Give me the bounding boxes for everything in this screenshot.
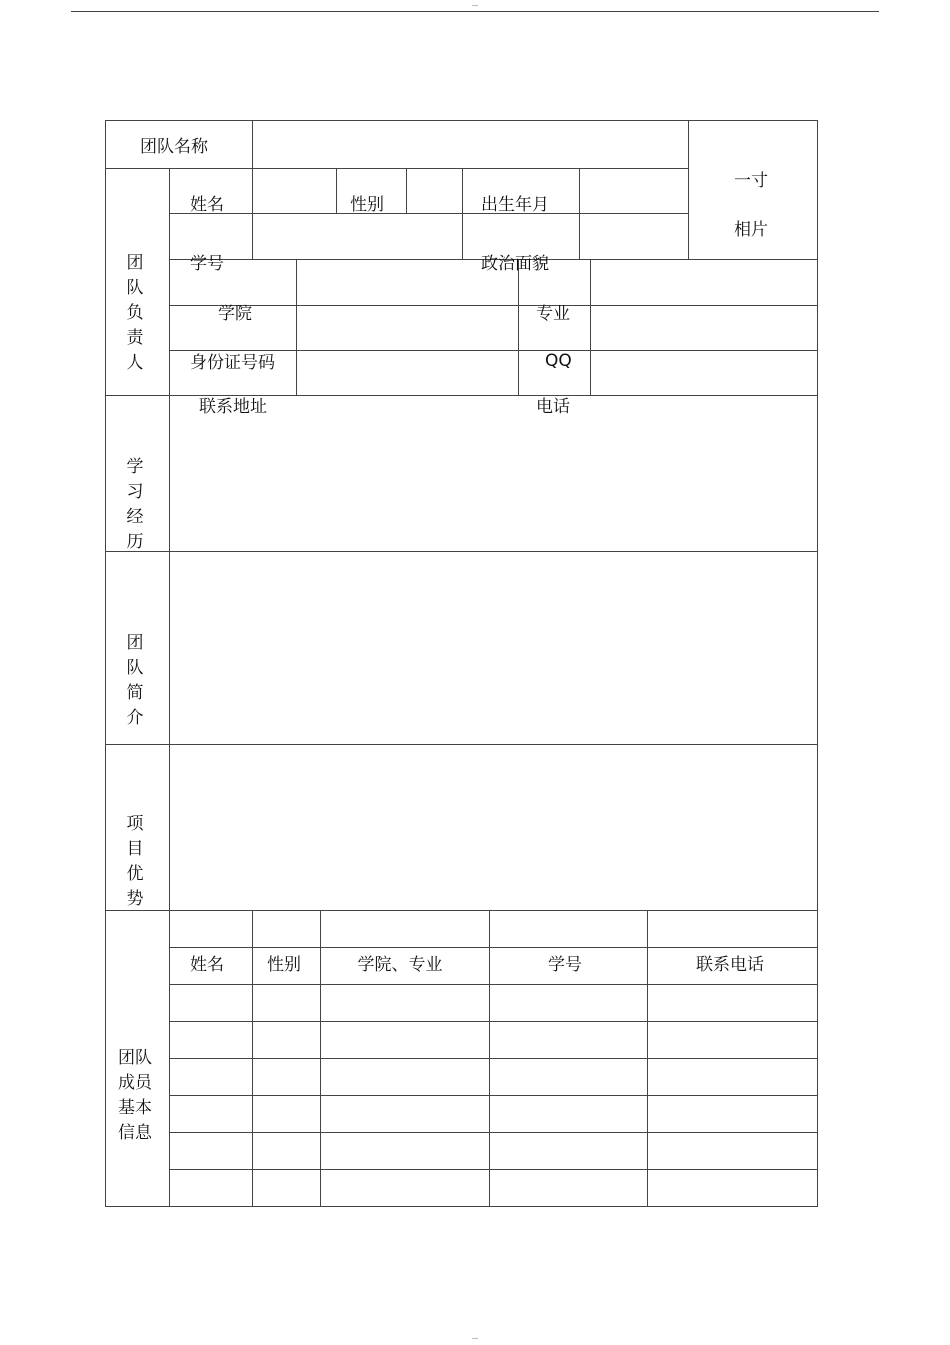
members-section-label-line4: 信息 xyxy=(118,1123,152,1143)
table-border-top xyxy=(105,120,818,121)
table-rule xyxy=(169,947,818,948)
members-header-college-major: 学院、专业 xyxy=(357,955,443,975)
table-rule xyxy=(579,168,580,260)
table-rule xyxy=(169,1169,818,1170)
leader-gender-label: 性别 xyxy=(350,195,384,215)
table-rule xyxy=(169,984,818,985)
table-border-bottom xyxy=(105,1206,818,1207)
photo-label-line2: 相片 xyxy=(734,220,768,240)
members-header-name: 姓名 xyxy=(190,955,224,975)
photo-label-line1: 一寸 xyxy=(734,171,768,191)
table-border-right xyxy=(817,120,818,1207)
table-rule xyxy=(489,910,490,1207)
table-rule xyxy=(296,259,297,396)
page-mark-bottom xyxy=(472,1338,478,1339)
leader-student-id-label: 学号 xyxy=(190,254,224,274)
table-rule xyxy=(169,168,170,1207)
leader-name-label: 姓名 xyxy=(190,195,224,215)
table-rule xyxy=(336,168,337,214)
leader-phone-label: 电话 xyxy=(536,397,570,417)
intro-section-label: 团队简介 xyxy=(126,633,144,728)
table-rule xyxy=(252,910,253,1207)
table-rule xyxy=(688,120,689,260)
table-rule xyxy=(518,259,519,396)
advantage-section-label: 项目优势 xyxy=(126,814,144,909)
table-rule xyxy=(462,168,463,260)
table-rule xyxy=(105,551,818,552)
page-mark-top xyxy=(472,5,478,6)
leader-qq-label: QQ xyxy=(545,351,572,371)
leader-birth-label: 出生年月 xyxy=(481,195,549,215)
leader-address-label: 联系地址 xyxy=(199,397,267,417)
table-rule xyxy=(105,910,818,911)
table-rule xyxy=(406,168,407,214)
table-rule xyxy=(169,1095,818,1096)
leader-college-label: 学院 xyxy=(218,304,252,324)
table-rule xyxy=(169,1021,818,1022)
table-rule xyxy=(169,1058,818,1059)
members-header-phone: 联系电话 xyxy=(696,955,764,975)
leader-id-card-label: 身份证号码 xyxy=(190,353,275,373)
members-section-label-line1: 团队 xyxy=(118,1048,152,1068)
leader-section-label: 团队负责人 xyxy=(126,253,144,373)
table-rule xyxy=(105,168,688,169)
table-border-left xyxy=(105,120,106,1207)
table-rule xyxy=(169,350,818,351)
members-header-student-id: 学号 xyxy=(548,955,582,975)
table-rule xyxy=(252,120,253,260)
table-rule xyxy=(647,910,648,1207)
leader-major-label: 专业 xyxy=(536,304,570,324)
table-rule xyxy=(169,213,688,214)
table-rule xyxy=(320,910,321,1207)
table-rule xyxy=(590,259,591,396)
table-rule xyxy=(105,744,818,745)
leader-political-status-label: 政治面貌 xyxy=(481,254,549,274)
header-rule xyxy=(71,11,879,12)
members-section-label-line3: 基本 xyxy=(118,1098,152,1118)
members-section-label-line2: 成员 xyxy=(118,1073,152,1093)
team-name-label: 团队名称 xyxy=(140,137,208,157)
table-rule xyxy=(169,305,818,306)
members-header-gender: 性别 xyxy=(267,955,301,975)
table-rule xyxy=(105,395,818,396)
table-rule xyxy=(169,1132,818,1133)
study-section-label: 学习经历 xyxy=(126,457,144,552)
